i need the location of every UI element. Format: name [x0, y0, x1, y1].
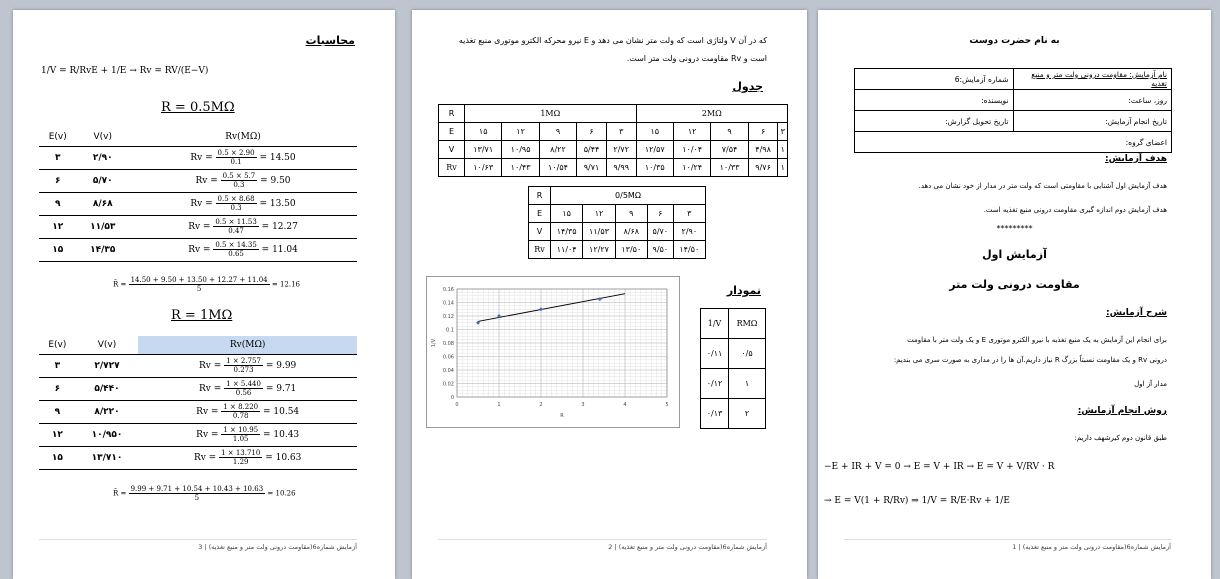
y-tick-label: 0 — [450, 395, 454, 401]
data-point — [539, 307, 543, 311]
intro-line-2: است و Rv مقاومت درونی ولت متر است. — [626, 54, 767, 63]
method-text: طبق قانون دوم کیرشهف داریم: — [1074, 434, 1167, 442]
intro-line-1: که در آن V ولتاژی است که ولت متر نشان می دهد و E نیرو محرکه الکترو موتوری منبع تغذیه — [458, 36, 767, 45]
circuit-caption: مدار آز اول — [1134, 380, 1167, 388]
description-2: درونی Rv و یک مقاومت نسبتاً بزرگ R نیاز داریم.آن ها را در مداری به صورت سری می بندیم: — [893, 356, 1167, 364]
table-row: ۹ ۸/۲۲۰ Rv = $\frac{1 \times 8.220}{0.78}$ = 10.54 — [39, 400, 357, 423]
x-tick-label: 2 — [539, 402, 543, 408]
x-tick-label: 3 — [581, 402, 585, 408]
method-heading: روش انجام آزمایش: — [1077, 406, 1167, 416]
table-row: ۶ ۵/۴۴۰ Rv = $\frac{1 \times 5.440}{0.56}$ = 9.71 — [39, 377, 357, 400]
table-row: ۳ ۲/۷۲۷ Rv = $\frac{1 \times 2.757}{0.273}$ = 9.99 — [39, 354, 357, 377]
x-axis-label: R — [560, 413, 564, 419]
x-tick-label: 5 — [665, 402, 669, 408]
page-1 — [818, 10, 1211, 579]
y-tick-label: 0.04 — [442, 368, 454, 374]
goal-heading: هدف آزمایش: — [1105, 154, 1167, 164]
col-rv: Rv(MΩ) — [138, 336, 357, 354]
page-2 — [412, 10, 807, 579]
x-tick-label: 0 — [455, 402, 459, 408]
rv-table-1 — [39, 336, 357, 470]
page-3 — [13, 10, 395, 579]
y-tick-label: 0.02 — [442, 381, 454, 388]
y-tick-label: 0.08 — [442, 341, 454, 347]
goal-1: هدف آزمایش اول آشنایی با مقاومتی است که ولت متر در مدار از خود نشان می دهد. — [918, 182, 1167, 190]
exp1-title: آزمایش اول — [982, 248, 1047, 261]
table-row: ۹ ۸/۶۸ Rv = $\frac{0.5 \times 8.68}{0.3}$ = 13.50 — [39, 192, 357, 215]
table-heading: جدول — [732, 80, 763, 93]
equation-1: −E + IR + V = 0 → E = V + IR → E = V + V/RV · R — [824, 462, 1055, 472]
rv-formula: 1/V = R/RvE + 1/E → Rv = RV/(E−V) — [41, 66, 209, 76]
table-row: ۱۵ ۱۴/۳۵ Rv = $\frac{0.5 \times 14.35}{0.65}$ = 11.04 — [39, 238, 357, 261]
exp1-subtitle: مقاومت درونی ولت متر — [949, 278, 1080, 291]
table-row: ۶ ۵/۷۰ Rv = $\frac{0.5 \times 5.7}{0.3}$ = 9.50 — [39, 169, 357, 192]
chart-frame — [426, 276, 680, 428]
table-row: ۱۵ ۱۳/۷۱۰ Rv = $\frac{1 \times 13.710}{1.29}$ = 10.63 — [39, 446, 357, 469]
col-e: E(v) — [39, 336, 76, 354]
col-v: V(v) — [77, 128, 130, 146]
y-tick-label: 0.16 — [442, 287, 454, 293]
table-row: ۱۲ ۱۰/۹۵۰ Rv = $\frac{1 \times 10.95}{1.05}$ = 10.43 — [39, 423, 357, 446]
info-table: شماره آزمایش:6 نام آزمایش: مقاومت درونی ولت متر و منبع تغذیه نویسنده: روز، ساعت: تاریخ تحویل گزارش: تاریخ انجام آزمایش: اعضای گروه: — [854, 68, 1172, 153]
data-table-0-5: R 0/5MΩ E ۱۵ ۱۲ ۹ ۶ ۳ V ۱۴/۳۵ ۱۱/۵۳ ۸/۶۸ ۵/۷۰ ۲/۹۰ Rv ۱۱/۰۴ ۱۲/۲۷ ۱۳/۵۰ ۹/۵۰ ۱۴/۵۰ — [528, 186, 706, 259]
y-tick-label: 0.06 — [442, 354, 454, 361]
goal-2: هدف آزمایش دوم اندازه گیری مقاومت درونی منبع تغذیه است. — [983, 206, 1167, 214]
table-row: ۱۲ ۱۱/۵۳ Rv = $\frac{0.5 \times 11.53}{0.47}$ = 12.27 — [39, 215, 357, 238]
stars-divider: ********* — [996, 224, 1033, 233]
small-data-table: 1/V RMΩ ۰/۱۱ ۰/۵ ۰/۱۲ ۱ ۰/۱۳ ۲ — [700, 308, 766, 429]
section-r-1: R = 1MΩ — [171, 308, 233, 323]
data-table-1-2: R 1MΩ 2MΩ E ۱۵ ۱۲ ۹ ۶ ۳ ۱۵ ۱۲ ۹ ۶ ۳ V ۱۳/۷۱ ۱۰/۹۵ ۸/۲۲ ۵/۴۴ ۲/۷۲ ۱۲/۵۷ ۱۰/۰۴ ۷/۵۴ ۴/۹۸ ۱ Rv ۱۰/۶۳ ۱۰/۴۳ ۱۰/۵۴ ۹/۷۱ ۹/۹۹ ۱۰/۳۵ ۱۰/۲۴ ۱۰/۳۳ ۹/۷۶ ۱ — [438, 104, 788, 177]
x-tick-label: 4 — [623, 402, 627, 408]
equation-2: → E = V(1 + R/Rv) ⇒ 1/V = R/E·Rv + 1/E — [824, 496, 1010, 506]
calculations-heading: محاسبات — [305, 34, 355, 47]
data-point — [598, 297, 602, 301]
col-rv: Rv(MΩ) — [129, 128, 357, 146]
footer: آزمایش شماره6(مقاومت درونی ولت متر و منبع تغذیه) | 1 — [844, 539, 1171, 551]
scatter-chart — [427, 277, 679, 427]
col-e: E(v) — [39, 128, 77, 146]
footer: آزمایش شماره6(مقاومت درونی ولت متر و منبع تغذیه) | 2 — [438, 539, 767, 551]
description-1: برای انجام این آزمایش به یک منبع تغذیه با نیرو الکترو موتوری E و یک ولت متر با مقاومت — [907, 336, 1167, 344]
description-heading: شرح آزمایش: — [1106, 308, 1167, 318]
chart-heading: نمودار — [726, 284, 761, 297]
y-axis-label: 1/V — [431, 338, 437, 348]
rv-table-0-5 — [39, 128, 357, 262]
col-v: V(v) — [76, 336, 139, 354]
y-tick-label: 0.12 — [442, 314, 454, 320]
section-r-0-5: R = 0.5MΩ — [161, 100, 235, 115]
average-rv-0-5: R̄ = $\frac{14.50 + 9.50 + 13.50 + 12.27 + 11.04}{5}$ = 12.16 — [113, 276, 300, 293]
table-row: ۳ ۲/۹۰ Rv = $\frac{0.5 \times 2.90}{0.1}$ = 14.50 — [39, 146, 357, 169]
y-tick-label: 0.14 — [442, 300, 454, 307]
x-tick-label: 1 — [497, 402, 501, 408]
average-rv-1: R̄ = $\frac{9.99 + 9.71 + 10.54 + 10.43 + 10.63}{5}$ = 10.26 — [113, 485, 296, 502]
y-tick-label: 0.1 — [446, 327, 454, 334]
page-title: به نام حضرت دوست — [969, 36, 1060, 46]
footer: آزمایش شماره6(مقاومت درونی ولت متر و منبع تغذیه) | 3 — [39, 539, 357, 551]
